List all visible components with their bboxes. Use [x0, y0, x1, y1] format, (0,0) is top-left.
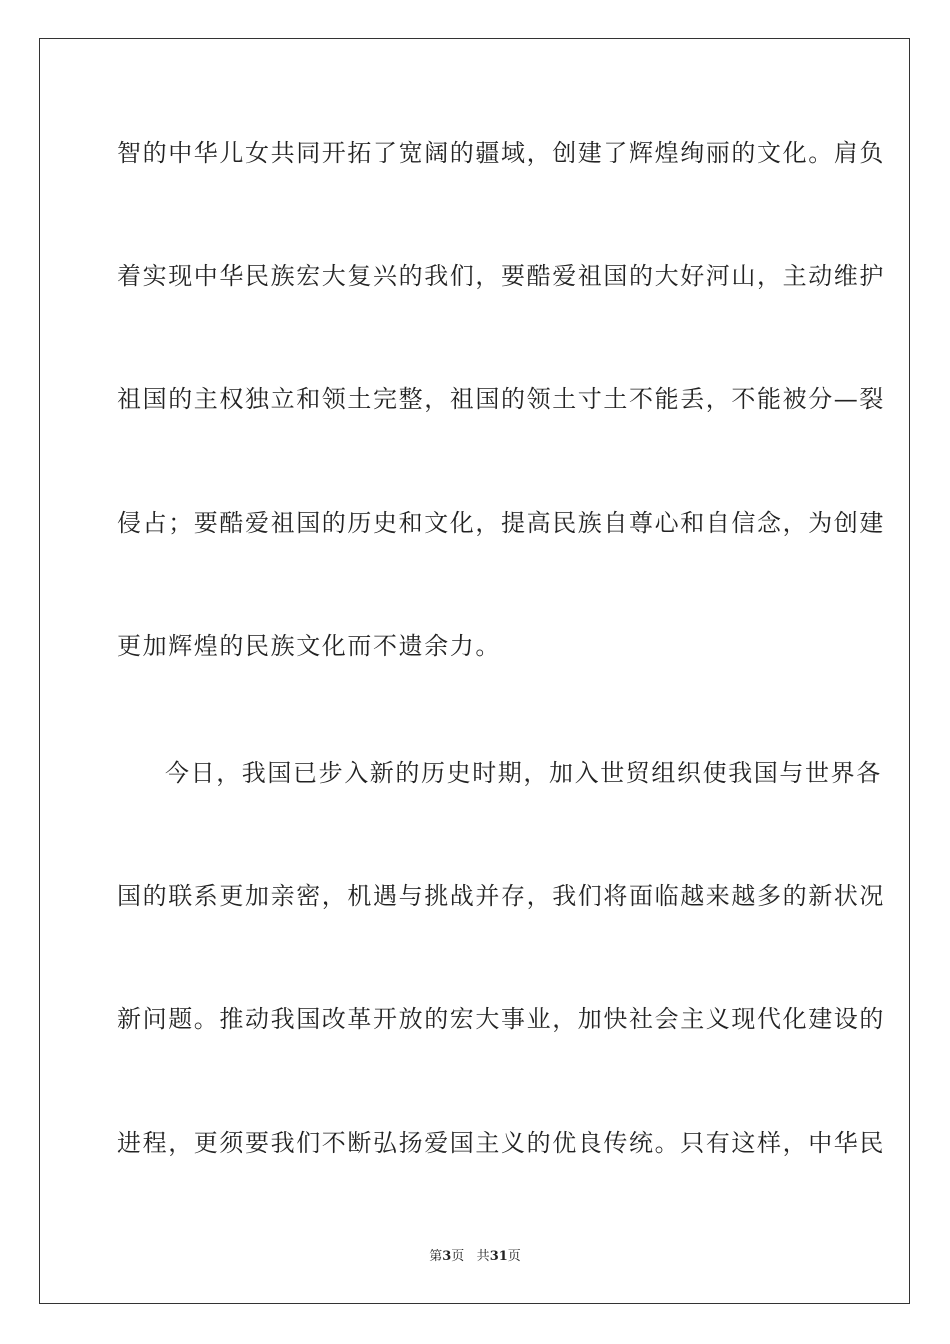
page-footer	[0, 1248, 950, 1266]
paragraph-line: 国的联系更加亲密，机遇与挑战并存，我们将面临越来越多的新状况	[117, 882, 885, 910]
footer-total-prefix: 共	[476, 1249, 490, 1264]
footer-total-suffix: 页	[507, 1249, 521, 1264]
footer-page-suffix: 页	[451, 1249, 465, 1264]
paragraph-line: 祖国的主权独立和领土完整，祖国的领土寸土不能丢，不能被分—裂	[117, 385, 885, 413]
paragraph-line: 新问题。推动我国改革开放的宏大事业，加快社会主义现代化建设的	[117, 1005, 885, 1033]
paragraph-line: 智的中华儿女共同开拓了宽阔的疆域，创建了辉煌绚丽的文化。肩负	[117, 139, 885, 167]
paragraph-line: 更加辉煌的民族文化而不遗余力。	[117, 632, 501, 660]
paragraph-line: 着实现中华民族宏大复兴的我们，要酷爱祖国的大好河山，主动维护	[117, 262, 885, 290]
paragraph-line-indented: 今日，我国已步入新的历史时期，加入世贸组织使我国与世界各	[165, 759, 882, 787]
footer-page-number: 3	[442, 1249, 452, 1264]
footer-total-pages: 31	[489, 1249, 508, 1264]
page-border	[39, 38, 910, 1304]
footer-page-prefix: 第	[429, 1249, 443, 1264]
paragraph-line: 侵占；要酷爱祖国的历史和文化，提高民族自尊心和自信念，为创建	[117, 509, 885, 537]
paragraph-line: 进程，更须要我们不断弘扬爱国主义的优良传统。只有这样，中华民	[117, 1129, 885, 1157]
